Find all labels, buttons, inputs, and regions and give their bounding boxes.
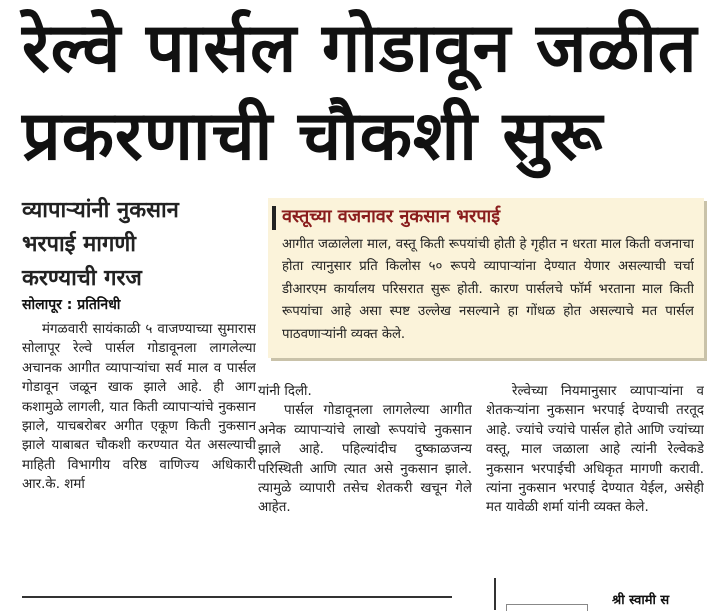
headline-line-1: रेल्वे पार्सल गोडावून जळीत	[22, 9, 698, 88]
sidebar-box-accent-bar	[272, 206, 276, 230]
bottom-divider	[22, 596, 452, 598]
column-divider	[494, 578, 496, 610]
byline: सोलापूर : प्रतिनिधी	[22, 297, 121, 313]
article-column-1: मंगळवारी सायंकाळी ५ वाजण्याच्या सुमारास सोलापूर रेल्वे पार्सल गोडावूनला लागलेल्या अचानक आगीत व्यापाऱ्यांचा सर्व माल व पार्सल गोडावून जळून खाक झाले आहे. ही आग कशामुळे लागली, यात किती व्यापाऱ्यांचे नुकसान झाले, याचबरोबर अगीत एकूण किती नुकसान झाले याबाबत चौकशी करण्यात येत असल्याची माहिती विभागीय वरिष्ठ वाणिज्य अधिकारी आर.के. शर्मा	[22, 322, 256, 493]
next-article-teaser: श्री स्वामी स	[612, 593, 670, 608]
sidebar-box-title: वस्तूच्या वजनावर नुकसान भरपाई	[282, 206, 501, 227]
article-column-3: रेल्वेच्या नियमानुसार व्यापाऱ्यांना व शेतकऱ्यांना नुकसान भरपाई देण्याची तरतूद आहे. ज्यांचे ज्यांचे पार्सल होते आणि ज्यांच्या वस्तू, माल जळाला आहे त्यांनी रेल्वेकडे नुकसान भरपाईची अधिकृत मागणी करावी. त्यांना नुकसान भरपाई देण्यात येईल, असेही मत यावेळी शर्मा यांनी व्यक्त केले.	[486, 384, 704, 516]
subheadline-line-1: व्यापाऱ्यांनी नुकसान	[22, 198, 179, 223]
article-column-2-paragraph-2: पार्सल गोडावूनला लागलेल्या आगीत अनेक व्यापाऱ्यांचे लाखो रूपयांचे नुकसान झाले आहे. पहिल्यांदीच दुष्काळजन्य परिस्थिती आणि त्यात असे नुकसान झाले. त्यामुळे व्यापारी तसेच शेतकरी खचून गेले आहेत.	[258, 403, 472, 516]
subheadline-line-2: भरपाई मागणी	[22, 232, 136, 257]
article-column-2-paragraph-1: यांनी दिली.	[258, 384, 312, 399]
headline-line-2: प्रकरणाची चौकशी सुरू	[22, 97, 604, 176]
article-column-2	[258, 382, 472, 592]
subheadline-line-3: करण्याची गरज	[22, 266, 142, 291]
sidebar-box-body: आगीत जळालेला माल, वस्तू किती रूपयांची होती हे गृहीत न धरता माल किती वजनाचा होता त्यानुसार प्रति किलोस ५० रूपये व्यापाऱ्यांना देण्यात येणार असल्याची चर्चा डीआरएम कार्यालय परिसरात सुरू होती. कारण पार्सलचे फॉर्म भरताना माल किती रूपयांचा आहे असा स्पष्ट उल्लेख नसल्याने हा गोंधळ होत असल्याचे मत पार्सल पाठवणाऱ्यांनी व्यक्त केले.	[282, 237, 694, 342]
